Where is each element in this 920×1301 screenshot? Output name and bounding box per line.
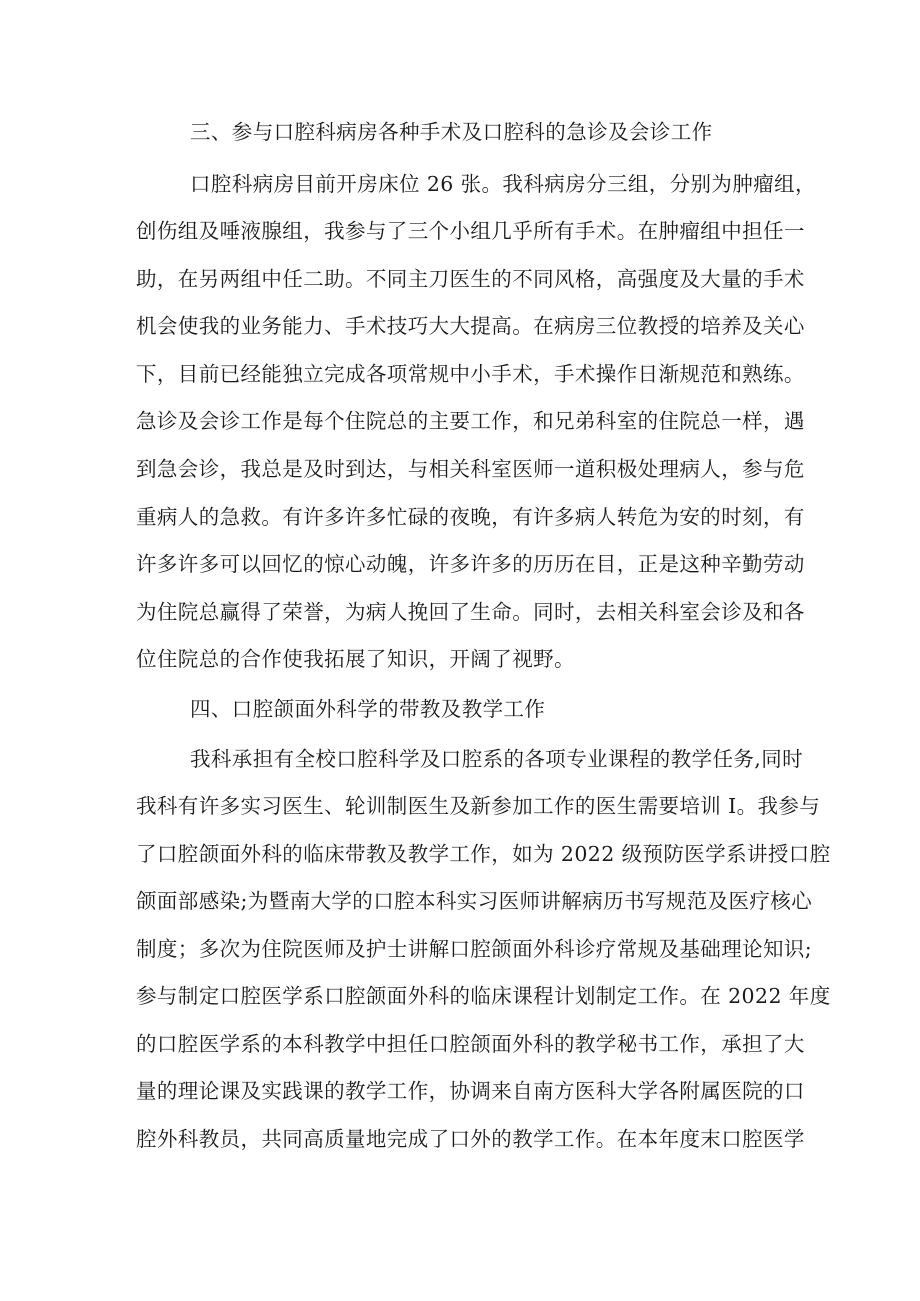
paragraph-line: 位住院总的合作使我拓展了知识，开阔了视野。 <box>136 647 575 671</box>
paragraph-line: 量的理论课及实践课的教学工作，协调来自南方医科大学各附属医院的口 <box>136 1079 805 1103</box>
paragraph-line: 许多许多可以回忆的惊心动魄，许多许多的历历在目，正是这种辛勤劳动 <box>136 552 805 576</box>
paragraph-line: 了口腔颌面外科的临床带教及教学工作，如为 2022 级预防医学系讲授口腔 <box>136 842 831 866</box>
paragraph-line: 口腔科病房目前开房床位 26 张。我科病房分三组，分别为肿瘤组， <box>190 172 816 196</box>
paragraph-line: 到急会诊，我总是及时到达，与相关科室医师一道积极处理病人，参与危 <box>136 457 805 481</box>
paragraph-line: 腔外科教员，共同高质量地完成了口外的教学工作。在本年度末口腔医学 <box>136 1127 805 1151</box>
paragraph-line: 颌面部感染;为暨南大学的口腔本科实习医师讲解病历书写规范及医疗核心 <box>136 889 813 913</box>
paragraph-line: 为住院总赢得了荣誉，为病人挽回了生命。同时，去相关科室会诊及和各 <box>136 600 805 624</box>
paragraph-line: 制度；多次为住院医师及护士讲解口腔颌面外科诊疗常规及基础理论知识; <box>136 937 813 961</box>
paragraph-line: 的口腔医学系的本科教学中担任口腔颌面外科的教学秘书工作，承担了大 <box>136 1032 805 1056</box>
paragraph-line: 参与制定口腔医学系口腔颌面外科的临床课程计划制定工作。在 2022 年度 <box>136 984 831 1008</box>
paragraph-line: 急诊及会诊工作是每个住院总的主要工作，和兄弟科室的住院总一样，遇 <box>136 409 805 433</box>
paragraph-line: 我科承担有全校口腔科学及口腔系的各项专业课程的教学任务,同时 <box>190 747 804 771</box>
paragraph-line: 我科有许多实习医生、轮训制医生及新参加工作的医生需要培训 I。我参与 <box>136 794 821 818</box>
paragraph-line: 下，目前已经能独立完成各项常规中小手术，手术操作日渐规范和熟练。 <box>136 362 805 386</box>
section-3-heading: 三、参与口腔科病房各种手术及口腔科的急诊及会诊工作 <box>190 120 713 144</box>
paragraph-line: 创伤组及唾液腺组，我参与了三个小组几乎所有手术。在肿瘤组中担任一 <box>136 219 805 243</box>
section-4-heading: 四、口腔颌面外科学的带教及教学工作 <box>190 697 546 721</box>
paragraph-line: 助，在另两组中任二助。不同主刀医生的不同风格，高强度及大量的手术 <box>136 267 805 291</box>
paragraph-line: 机会使我的业务能力、手术技巧大大提高。在病房三位教授的培养及关心 <box>136 314 805 338</box>
paragraph-line: 重病人的急救。有许多许多忙碌的夜晚，有许多病人转危为安的时刻，有 <box>136 505 805 529</box>
